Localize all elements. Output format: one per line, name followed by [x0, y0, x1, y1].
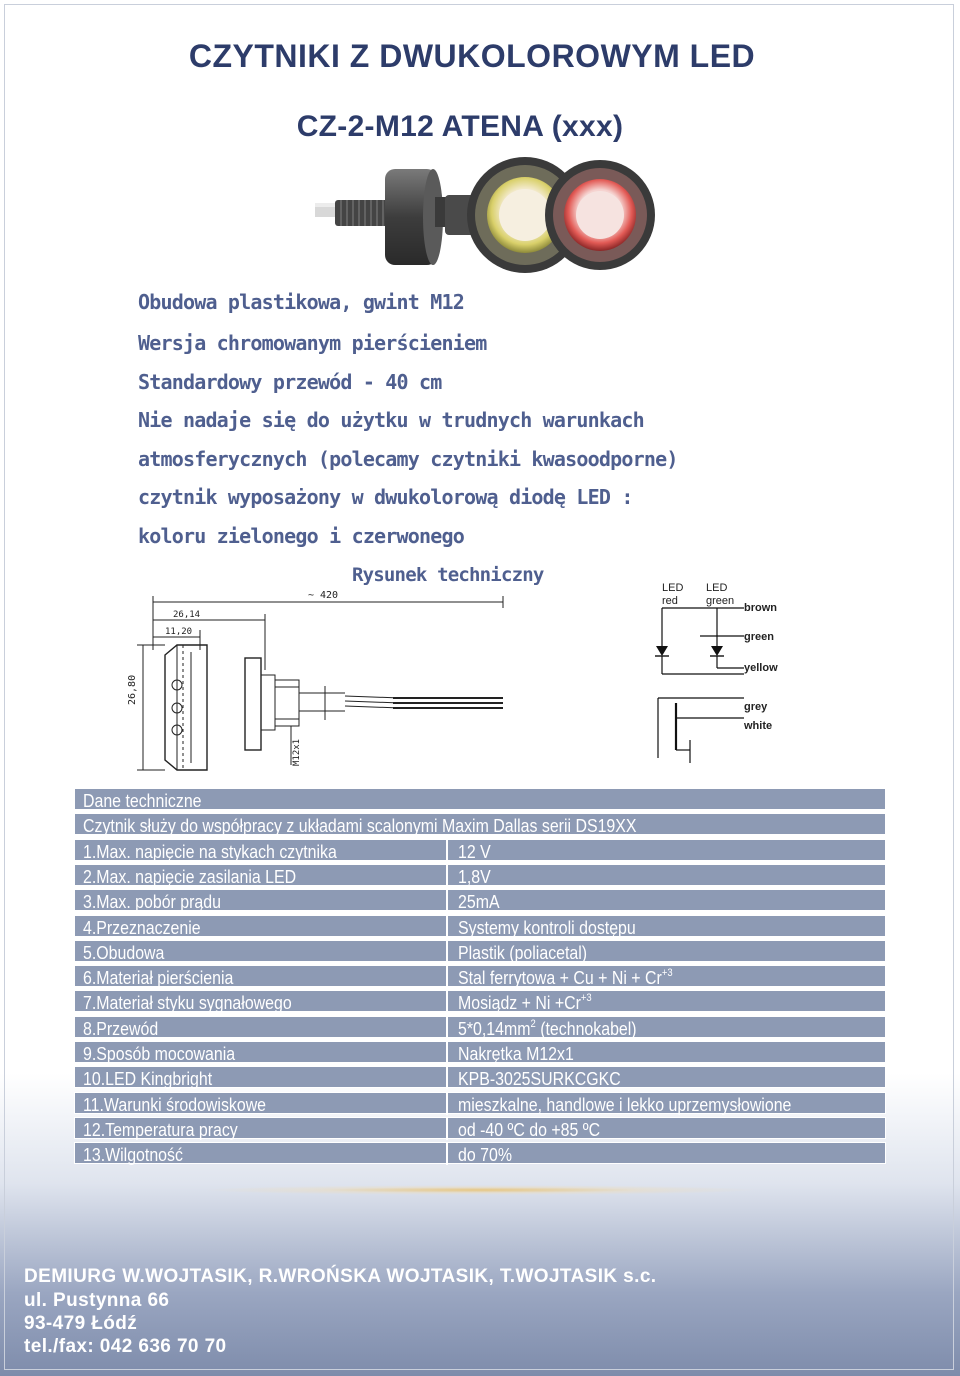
- dim-11-20: 11,20: [165, 627, 193, 637]
- specs-row: [74, 915, 886, 937]
- spec-label: 2.Max. napięcie zasilania LED: [83, 865, 297, 887]
- description-line-1: Obudowa plastikowa, gwint M12: [138, 290, 464, 314]
- specs-row: [74, 889, 886, 911]
- wire-brown: brown: [744, 602, 777, 614]
- spec-value-superscript: +3: [661, 966, 673, 979]
- spec-value-text: 25mA: [458, 891, 500, 913]
- footer-company: DEMIURG W.WOJTASIK, R.WROŃSKA WOJTASIK, T.WOJTASIK s.c.: [24, 1266, 657, 1287]
- spec-value-text: 1,8V: [458, 865, 491, 887]
- spec-value: [458, 991, 592, 1013]
- footer-city: 93-479 Łódź: [24, 1313, 138, 1334]
- column-divider: [446, 1093, 448, 1115]
- specs-row: [74, 839, 886, 861]
- dim-length-prefix: ~: [308, 590, 315, 601]
- spec-label: 6.Materiał pierścienia: [83, 967, 234, 989]
- footer-phone: tel./fax: 042 636 70 70: [24, 1336, 227, 1357]
- spec-value: [458, 916, 636, 938]
- footer-street: ul. Pustynna 66: [24, 1290, 170, 1311]
- page-title: CZYTNIKI Z DWUKOLOROWYM LED: [188, 38, 756, 74]
- led-red-label-2: red: [662, 595, 678, 607]
- dim-thread: M12x1: [292, 738, 302, 766]
- column-divider: [446, 865, 448, 887]
- spec-label: 7.Materiał styku sygnałowego: [83, 992, 292, 1014]
- spec-value: [458, 840, 491, 862]
- specs-row: [74, 940, 886, 962]
- description-line-7: koloru zielonego i czerwonego: [138, 524, 464, 548]
- spec-value-text: 12 V: [458, 840, 491, 862]
- wiring-diagram: [640, 578, 790, 773]
- spec-label: 10.LED Kingbright: [83, 1068, 213, 1090]
- spec-value-text: od -40 ºC do +85 ºC: [458, 1118, 601, 1140]
- technical-drawing: [125, 580, 505, 780]
- specs-intro-row: [74, 813, 886, 835]
- spec-label: 13.Wilgotność: [83, 1144, 183, 1166]
- description-line-6: czytnik wyposażony w dwukolorową diodę LED :: [138, 485, 633, 509]
- specs-row: [74, 1041, 886, 1063]
- specs-heading-row: [74, 788, 886, 810]
- spec-value-superscript: +3: [580, 992, 592, 1005]
- spec-label: 12.Temperatura pracy: [83, 1118, 238, 1140]
- dim-26-14: 26,14: [173, 610, 201, 620]
- spec-value: [458, 890, 500, 912]
- spec-label: 1.Max. napięcie na stykach czytnika: [83, 840, 337, 862]
- product-photo: [315, 155, 655, 280]
- spec-label: 8.Przewód: [83, 1017, 159, 1039]
- spec-value-text: Systemy kontroli dostępu: [458, 916, 636, 938]
- spec-value-text: Mosiądz + Ni +Cr: [458, 992, 581, 1014]
- drawing-heading: Rysunek techniczny: [352, 564, 544, 586]
- specs-intro: Czytnik służy do współpracy z układami scalonymi Maxim Dallas serii DS19XX: [83, 815, 637, 837]
- model-name: CZ-2-M12 ATENA (xxx): [296, 110, 624, 143]
- dim-length: 420: [320, 590, 339, 601]
- spec-label: 9.Sposób mocowania: [83, 1043, 236, 1064]
- column-divider: [446, 966, 448, 988]
- spec-value: [458, 1143, 512, 1165]
- spec-label: 11.Warunki środowiskowe: [83, 1093, 267, 1115]
- spec-value: [458, 1042, 574, 1064]
- specs-row: [74, 1016, 886, 1038]
- description-line-3: Standardowy przewód - 40 cm: [138, 370, 442, 394]
- column-divider: [446, 916, 448, 938]
- column-divider: [446, 890, 448, 912]
- spec-value-text: mieszkalne, handlowe i lekko uprzemysłowione: [458, 1093, 792, 1115]
- led-green-label-1: LED: [706, 582, 728, 594]
- column-divider: [446, 941, 448, 963]
- spec-value: [458, 1017, 637, 1039]
- spec-value: [458, 1067, 621, 1089]
- spec-label: 4.Przeznaczenie: [83, 916, 201, 938]
- spec-value-text: KPB-3025SURKCGKC: [458, 1068, 621, 1090]
- spec-label: 3.Max. pobór prądu: [83, 891, 221, 913]
- wire-white: white: [744, 720, 773, 732]
- spec-value: [458, 1093, 791, 1115]
- description-line-5: atmosferycznych (polecamy czytniki kwasoodporne): [138, 447, 678, 471]
- description-line-4: Nie nadaje się do użytku w trudnych warunkach: [138, 408, 644, 432]
- led-green-label-2: green: [706, 595, 735, 607]
- spec-value-text: Nakrętka M12x1: [458, 1043, 574, 1064]
- column-divider: [446, 1143, 448, 1165]
- column-divider: [446, 1017, 448, 1039]
- specs-row: [74, 1142, 886, 1164]
- specs-row: [74, 1117, 886, 1139]
- led-red-label-1: LED: [662, 582, 684, 594]
- spec-value: [458, 966, 673, 988]
- specs-heading: Dane techniczne: [83, 790, 202, 811]
- spec-value-suffix: (technokabel): [535, 1017, 637, 1039]
- decorative-glow: [200, 1185, 760, 1195]
- spec-value: [458, 941, 587, 963]
- specs-row: [74, 1092, 886, 1114]
- dim-diameter: 26,80: [127, 674, 138, 705]
- specs-row: [74, 1066, 886, 1088]
- wire-yellow: yellow: [744, 662, 778, 674]
- spec-value-text: do 70%: [458, 1144, 512, 1166]
- spec-value: [458, 865, 491, 887]
- spec-label: 5.Obudowa: [83, 941, 165, 963]
- column-divider: [446, 1042, 448, 1064]
- specs-row: [74, 965, 886, 987]
- description-line-2: Wersja chromowanym pierścieniem: [138, 331, 487, 355]
- specs-row: [74, 990, 886, 1012]
- spec-value: [458, 1118, 600, 1140]
- specs-row: [74, 864, 886, 886]
- column-divider: [446, 1118, 448, 1140]
- wire-green: green: [744, 631, 774, 643]
- wire-grey: grey: [744, 701, 768, 713]
- spec-value-superscript: 2: [530, 1017, 536, 1030]
- column-divider: [446, 840, 448, 862]
- column-divider: [446, 991, 448, 1013]
- spec-value-text: 5*0,14mm: [458, 1017, 531, 1039]
- spec-value-text: Plastik (poliacetal): [458, 941, 588, 963]
- column-divider: [446, 1067, 448, 1089]
- spec-value-text: Stal ferrytowa + Cu + Ni + Cr: [458, 967, 662, 989]
